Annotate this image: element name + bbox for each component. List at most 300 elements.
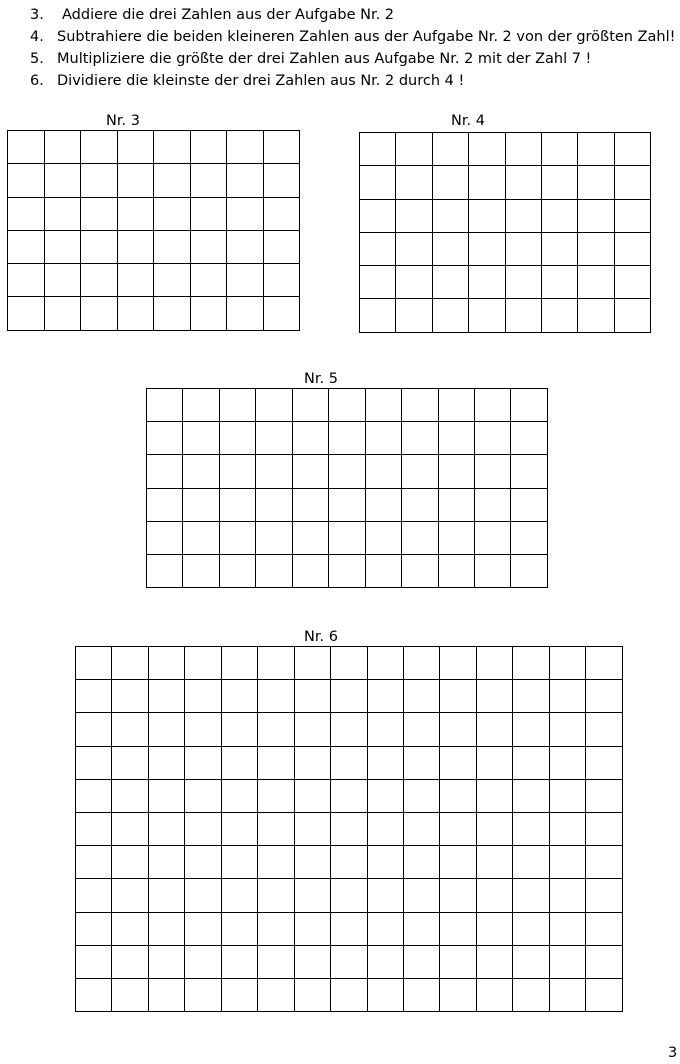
grid-cell[interactable] (258, 846, 294, 879)
grid-cell[interactable] (227, 197, 264, 230)
grid-cell[interactable] (256, 521, 292, 554)
grid-cell[interactable] (292, 389, 328, 422)
grid-cell[interactable] (586, 912, 622, 945)
grid-cell[interactable] (331, 779, 367, 812)
grid-cell[interactable] (329, 422, 365, 455)
grid-cell[interactable] (154, 264, 191, 297)
answer-grid-nr5[interactable] (146, 388, 548, 588)
grid-cell[interactable] (403, 879, 439, 912)
grid-cell[interactable] (513, 945, 549, 978)
grid-cell[interactable] (148, 945, 184, 978)
grid-cell[interactable] (476, 746, 512, 779)
grid-cell[interactable] (513, 812, 549, 845)
grid-cell[interactable] (294, 647, 330, 680)
grid-cell[interactable] (541, 133, 577, 166)
grid-cell[interactable] (438, 455, 474, 488)
grid-cell[interactable] (365, 488, 401, 521)
grid-cell[interactable] (112, 647, 148, 680)
grid-cell[interactable] (511, 521, 547, 554)
grid-cell[interactable] (331, 812, 367, 845)
grid-cell[interactable] (147, 554, 183, 587)
grid-cell[interactable] (221, 879, 257, 912)
answer-grid-nr4[interactable] (359, 132, 651, 333)
grid-cell[interactable] (438, 422, 474, 455)
grid-cell[interactable] (513, 713, 549, 746)
grid-cell[interactable] (505, 166, 541, 199)
grid-cell[interactable] (154, 164, 191, 197)
grid-cell[interactable] (44, 131, 81, 164)
grid-cell[interactable] (76, 912, 112, 945)
grid-cell[interactable] (469, 199, 505, 232)
grid-cell[interactable] (81, 264, 118, 297)
grid-cell[interactable] (185, 812, 221, 845)
grid-cell[interactable] (44, 164, 81, 197)
grid-cell[interactable] (396, 199, 432, 232)
grid-cell[interactable] (185, 746, 221, 779)
grid-cell[interactable] (148, 680, 184, 713)
grid-cell[interactable] (185, 978, 221, 1011)
grid-cell[interactable] (117, 197, 154, 230)
grid-cell[interactable] (329, 455, 365, 488)
grid-cell[interactable] (44, 197, 81, 230)
grid-cell[interactable] (474, 389, 510, 422)
grid-cell[interactable] (505, 199, 541, 232)
grid-cell[interactable] (292, 455, 328, 488)
grid-cell[interactable] (360, 232, 396, 265)
grid-cell[interactable] (148, 713, 184, 746)
grid-cell[interactable] (331, 912, 367, 945)
grid-cell[interactable] (438, 521, 474, 554)
grid-cell[interactable] (440, 680, 476, 713)
grid-cell[interactable] (148, 812, 184, 845)
grid-cell[interactable] (367, 779, 403, 812)
grid-cell[interactable] (76, 746, 112, 779)
grid-cell[interactable] (258, 647, 294, 680)
grid-cell[interactable] (511, 422, 547, 455)
grid-cell[interactable] (360, 133, 396, 166)
grid-cell[interactable] (263, 297, 300, 330)
grid-cell[interactable] (586, 713, 622, 746)
grid-cell[interactable] (549, 779, 585, 812)
grid-cell[interactable] (365, 455, 401, 488)
grid-cell[interactable] (258, 680, 294, 713)
grid-cell[interactable] (365, 521, 401, 554)
grid-cell[interactable] (586, 647, 622, 680)
grid-cell[interactable] (263, 230, 300, 263)
grid-cell[interactable] (438, 389, 474, 422)
grid-cell[interactable] (183, 389, 219, 422)
grid-cell[interactable] (81, 197, 118, 230)
grid-cell[interactable] (396, 232, 432, 265)
grid-cell[interactable] (549, 746, 585, 779)
grid-cell[interactable] (513, 647, 549, 680)
grid-cell[interactable] (148, 912, 184, 945)
grid-cell[interactable] (185, 779, 221, 812)
grid-cell[interactable] (185, 680, 221, 713)
grid-cell[interactable] (513, 879, 549, 912)
grid-cell[interactable] (432, 299, 468, 332)
grid-cell[interactable] (402, 521, 438, 554)
grid-cell[interactable] (185, 846, 221, 879)
grid-cell[interactable] (469, 166, 505, 199)
grid-cell[interactable] (221, 912, 257, 945)
grid-cell[interactable] (476, 779, 512, 812)
grid-cell[interactable] (221, 746, 257, 779)
grid-cell[interactable] (221, 713, 257, 746)
grid-cell[interactable] (586, 846, 622, 879)
grid-cell[interactable] (221, 680, 257, 713)
grid-cell[interactable] (367, 978, 403, 1011)
grid-cell[interactable] (112, 978, 148, 1011)
grid-cell[interactable] (112, 846, 148, 879)
answer-grid-nr6[interactable] (75, 646, 623, 1012)
grid-cell[interactable] (367, 746, 403, 779)
grid-cell[interactable] (147, 455, 183, 488)
grid-cell[interactable] (614, 133, 650, 166)
grid-cell[interactable] (513, 779, 549, 812)
grid-cell[interactable] (513, 746, 549, 779)
grid-cell[interactable] (256, 389, 292, 422)
grid-cell[interactable] (258, 746, 294, 779)
grid-cell[interactable] (292, 422, 328, 455)
grid-cell[interactable] (549, 713, 585, 746)
grid-cell[interactable] (331, 879, 367, 912)
grid-cell[interactable] (183, 422, 219, 455)
grid-cell[interactable] (148, 647, 184, 680)
grid-cell[interactable] (440, 846, 476, 879)
grid-cell[interactable] (76, 680, 112, 713)
grid-cell[interactable] (469, 299, 505, 332)
grid-cell[interactable] (476, 647, 512, 680)
grid-cell[interactable] (541, 166, 577, 199)
grid-cell[interactable] (469, 232, 505, 265)
grid-cell[interactable] (365, 422, 401, 455)
grid-cell[interactable] (476, 912, 512, 945)
grid-cell[interactable] (81, 297, 118, 330)
grid-cell[interactable] (8, 197, 45, 230)
grid-cell[interactable] (219, 455, 255, 488)
grid-cell[interactable] (112, 779, 148, 812)
grid-cell[interactable] (402, 389, 438, 422)
grid-cell[interactable] (440, 713, 476, 746)
grid-cell[interactable] (76, 812, 112, 845)
grid-cell[interactable] (8, 131, 45, 164)
grid-cell[interactable] (112, 812, 148, 845)
grid-cell[interactable] (190, 264, 227, 297)
grid-cell[interactable] (614, 166, 650, 199)
grid-cell[interactable] (183, 521, 219, 554)
grid-cell[interactable] (505, 266, 541, 299)
grid-cell[interactable] (403, 912, 439, 945)
grid-cell[interactable] (221, 945, 257, 978)
grid-cell[interactable] (511, 389, 547, 422)
grid-cell[interactable] (541, 232, 577, 265)
grid-cell[interactable] (263, 164, 300, 197)
grid-cell[interactable] (469, 266, 505, 299)
grid-cell[interactable] (154, 230, 191, 263)
grid-cell[interactable] (81, 131, 118, 164)
grid-cell[interactable] (365, 389, 401, 422)
grid-cell[interactable] (44, 230, 81, 263)
grid-cell[interactable] (511, 488, 547, 521)
grid-cell[interactable] (505, 232, 541, 265)
grid-cell[interactable] (185, 647, 221, 680)
grid-cell[interactable] (614, 232, 650, 265)
grid-cell[interactable] (329, 488, 365, 521)
grid-cell[interactable] (367, 680, 403, 713)
grid-cell[interactable] (76, 846, 112, 879)
grid-cell[interactable] (549, 680, 585, 713)
grid-cell[interactable] (549, 846, 585, 879)
grid-cell[interactable] (438, 554, 474, 587)
grid-cell[interactable] (541, 299, 577, 332)
grid-cell[interactable] (44, 297, 81, 330)
grid-cell[interactable] (586, 779, 622, 812)
grid-cell[interactable] (474, 422, 510, 455)
grid-cell[interactable] (292, 521, 328, 554)
grid-cell[interactable] (227, 264, 264, 297)
grid-cell[interactable] (8, 264, 45, 297)
grid-cell[interactable] (221, 779, 257, 812)
grid-cell[interactable] (294, 746, 330, 779)
grid-cell[interactable] (586, 680, 622, 713)
grid-cell[interactable] (112, 746, 148, 779)
grid-cell[interactable] (549, 647, 585, 680)
grid-cell[interactable] (396, 166, 432, 199)
grid-cell[interactable] (292, 488, 328, 521)
grid-cell[interactable] (578, 232, 614, 265)
grid-cell[interactable] (440, 912, 476, 945)
grid-cell[interactable] (258, 945, 294, 978)
grid-cell[interactable] (549, 812, 585, 845)
grid-cell[interactable] (112, 879, 148, 912)
grid-cell[interactable] (112, 945, 148, 978)
grid-cell[interactable] (147, 422, 183, 455)
grid-cell[interactable] (256, 422, 292, 455)
grid-cell[interactable] (219, 554, 255, 587)
grid-cell[interactable] (578, 166, 614, 199)
grid-cell[interactable] (505, 299, 541, 332)
grid-cell[interactable] (183, 455, 219, 488)
grid-cell[interactable] (367, 647, 403, 680)
grid-cell[interactable] (148, 846, 184, 879)
grid-cell[interactable] (578, 199, 614, 232)
grid-cell[interactable] (221, 647, 257, 680)
grid-cell[interactable] (549, 912, 585, 945)
grid-cell[interactable] (403, 647, 439, 680)
grid-cell[interactable] (183, 554, 219, 587)
grid-cell[interactable] (256, 488, 292, 521)
grid-cell[interactable] (432, 199, 468, 232)
grid-cell[interactable] (8, 297, 45, 330)
grid-cell[interactable] (117, 131, 154, 164)
grid-cell[interactable] (614, 199, 650, 232)
grid-cell[interactable] (185, 945, 221, 978)
grid-cell[interactable] (474, 554, 510, 587)
grid-cell[interactable] (263, 264, 300, 297)
grid-cell[interactable] (294, 680, 330, 713)
grid-cell[interactable] (154, 197, 191, 230)
grid-cell[interactable] (549, 945, 585, 978)
grid-cell[interactable] (183, 488, 219, 521)
grid-cell[interactable] (402, 554, 438, 587)
grid-cell[interactable] (367, 879, 403, 912)
grid-cell[interactable] (221, 846, 257, 879)
grid-cell[interactable] (258, 713, 294, 746)
grid-cell[interactable] (190, 164, 227, 197)
grid-cell[interactable] (586, 978, 622, 1011)
grid-cell[interactable] (396, 266, 432, 299)
grid-cell[interactable] (329, 554, 365, 587)
grid-cell[interactable] (513, 978, 549, 1011)
grid-cell[interactable] (294, 713, 330, 746)
grid-cell[interactable] (476, 978, 512, 1011)
grid-cell[interactable] (578, 266, 614, 299)
grid-cell[interactable] (440, 978, 476, 1011)
grid-cell[interactable] (360, 199, 396, 232)
grid-cell[interactable] (294, 779, 330, 812)
grid-cell[interactable] (586, 746, 622, 779)
grid-cell[interactable] (294, 945, 330, 978)
grid-cell[interactable] (44, 264, 81, 297)
grid-cell[interactable] (76, 713, 112, 746)
grid-cell[interactable] (331, 846, 367, 879)
grid-cell[interactable] (190, 297, 227, 330)
grid-cell[interactable] (8, 230, 45, 263)
grid-cell[interactable] (76, 945, 112, 978)
grid-cell[interactable] (402, 488, 438, 521)
grid-cell[interactable] (294, 912, 330, 945)
grid-cell[interactable] (367, 912, 403, 945)
grid-cell[interactable] (367, 713, 403, 746)
grid-cell[interactable] (511, 455, 547, 488)
grid-cell[interactable] (469, 133, 505, 166)
grid-cell[interactable] (331, 680, 367, 713)
grid-cell[interactable] (440, 779, 476, 812)
grid-cell[interactable] (440, 812, 476, 845)
grid-cell[interactable] (476, 879, 512, 912)
grid-cell[interactable] (432, 133, 468, 166)
grid-cell[interactable] (331, 945, 367, 978)
grid-cell[interactable] (476, 812, 512, 845)
grid-cell[interactable] (148, 978, 184, 1011)
grid-cell[interactable] (190, 131, 227, 164)
grid-cell[interactable] (365, 554, 401, 587)
grid-cell[interactable] (76, 879, 112, 912)
grid-cell[interactable] (112, 912, 148, 945)
grid-cell[interactable] (440, 647, 476, 680)
grid-cell[interactable] (403, 945, 439, 978)
grid-cell[interactable] (221, 812, 257, 845)
grid-cell[interactable] (258, 978, 294, 1011)
grid-cell[interactable] (511, 554, 547, 587)
grid-cell[interactable] (403, 713, 439, 746)
grid-cell[interactable] (586, 879, 622, 912)
grid-cell[interactable] (474, 488, 510, 521)
grid-cell[interactable] (294, 879, 330, 912)
grid-cell[interactable] (403, 746, 439, 779)
grid-cell[interactable] (256, 455, 292, 488)
grid-cell[interactable] (396, 133, 432, 166)
grid-cell[interactable] (258, 812, 294, 845)
grid-cell[interactable] (294, 978, 330, 1011)
grid-cell[interactable] (117, 264, 154, 297)
grid-cell[interactable] (329, 521, 365, 554)
grid-cell[interactable] (331, 746, 367, 779)
grid-cell[interactable] (403, 846, 439, 879)
grid-cell[interactable] (513, 846, 549, 879)
grid-cell[interactable] (185, 912, 221, 945)
grid-cell[interactable] (8, 164, 45, 197)
grid-cell[interactable] (263, 197, 300, 230)
grid-cell[interactable] (219, 488, 255, 521)
grid-cell[interactable] (505, 133, 541, 166)
grid-cell[interactable] (154, 297, 191, 330)
grid-cell[interactable] (258, 912, 294, 945)
grid-cell[interactable] (440, 945, 476, 978)
grid-cell[interactable] (292, 554, 328, 587)
grid-cell[interactable] (117, 164, 154, 197)
grid-cell[interactable] (117, 297, 154, 330)
grid-cell[interactable] (586, 812, 622, 845)
grid-cell[interactable] (190, 230, 227, 263)
grid-cell[interactable] (112, 680, 148, 713)
grid-cell[interactable] (402, 455, 438, 488)
grid-cell[interactable] (586, 945, 622, 978)
grid-cell[interactable] (474, 521, 510, 554)
grid-cell[interactable] (367, 945, 403, 978)
grid-cell[interactable] (367, 846, 403, 879)
grid-cell[interactable] (329, 389, 365, 422)
grid-cell[interactable] (263, 131, 300, 164)
grid-cell[interactable] (81, 164, 118, 197)
grid-cell[interactable] (432, 266, 468, 299)
grid-cell[interactable] (578, 133, 614, 166)
grid-cell[interactable] (440, 879, 476, 912)
grid-cell[interactable] (578, 299, 614, 332)
grid-cell[interactable] (403, 779, 439, 812)
grid-cell[interactable] (258, 779, 294, 812)
grid-cell[interactable] (154, 131, 191, 164)
grid-cell[interactable] (221, 978, 257, 1011)
grid-cell[interactable] (541, 266, 577, 299)
grid-cell[interactable] (148, 779, 184, 812)
grid-cell[interactable] (614, 266, 650, 299)
grid-cell[interactable] (403, 812, 439, 845)
grid-cell[interactable] (117, 230, 154, 263)
grid-cell[interactable] (476, 680, 512, 713)
grid-cell[interactable] (476, 713, 512, 746)
grid-cell[interactable] (549, 879, 585, 912)
grid-cell[interactable] (549, 978, 585, 1011)
grid-cell[interactable] (614, 299, 650, 332)
grid-cell[interactable] (438, 488, 474, 521)
grid-cell[interactable] (294, 846, 330, 879)
grid-cell[interactable] (294, 812, 330, 845)
grid-cell[interactable] (76, 647, 112, 680)
grid-cell[interactable] (258, 879, 294, 912)
grid-cell[interactable] (147, 389, 183, 422)
grid-cell[interactable] (185, 879, 221, 912)
grid-cell[interactable] (432, 166, 468, 199)
grid-cell[interactable] (76, 978, 112, 1011)
grid-cell[interactable] (476, 846, 512, 879)
grid-cell[interactable] (227, 230, 264, 263)
grid-cell[interactable] (360, 299, 396, 332)
grid-cell[interactable] (403, 978, 439, 1011)
grid-cell[interactable] (331, 647, 367, 680)
grid-cell[interactable] (148, 746, 184, 779)
